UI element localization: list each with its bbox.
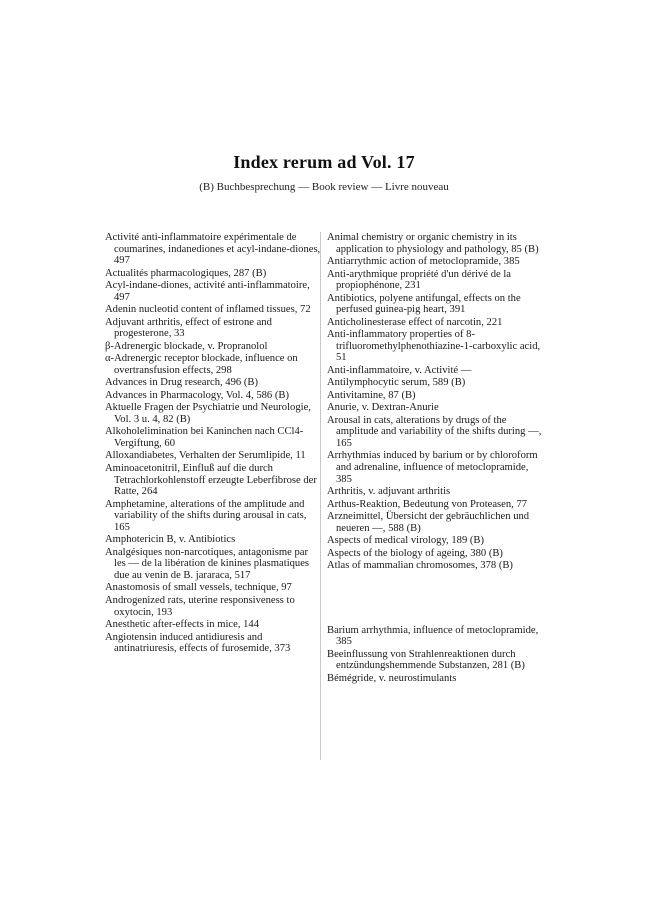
index-entry: Atlas of mammalian chromosomes, 378 (B) bbox=[327, 560, 513, 572]
index-entry: Arousal in cats, alterations by drugs of the amplitude and variability of the shifts during —, 165 bbox=[327, 414, 542, 449]
index-group-b bbox=[327, 625, 543, 685]
index-entry: Alkoholelimination bei Kaninchen nach CCl4-Vergiftung, 60 bbox=[105, 426, 304, 449]
index-entry: Antiarrythmic action of metoclopramide, 385 bbox=[327, 256, 520, 268]
index-entry: Animal chemistry or organic chemistry in its application to physiology and pathology, 85 (B) bbox=[327, 232, 539, 255]
index-entry: Bémégride, v. neurostimulants bbox=[327, 672, 457, 684]
index-entry: Arthus-Reaktion, Bedeutung von Proteasen, 77 bbox=[327, 498, 528, 510]
index-entry: Aspects of medical virology, 189 (B) bbox=[327, 535, 485, 547]
index-entry: Activité anti-inflammatoire expérimentale de coumarines, indanediones et acyl-indane-diones, 497 bbox=[105, 232, 321, 267]
index-entry: Androgenized rats, uterine responsiveness to oxytocin, 193 bbox=[105, 594, 295, 618]
index-entry: Amphotericin B, v. Antibiotics bbox=[105, 534, 236, 546]
index-entry: Antibiotics, polyene antifungal, effects on the perfused guinea-pig heart, 391 bbox=[327, 292, 521, 316]
index-entry: Adjuvant arthritis, effect of estrone and progesterone, 33 bbox=[105, 316, 272, 340]
index-entry: Anticholinesterase effect of narcotin, 221 bbox=[327, 316, 503, 328]
index-entry: Aspects of the biology of ageing, 380 (B) bbox=[327, 547, 503, 559]
index-entry: Anti-arythmique propriété d'un dérivé de la propiophénone, 231 bbox=[327, 268, 511, 292]
index-entry: Beeinflussung von Strahlenreaktionen durch entzündungshemmende Substanzen, 281 (B) bbox=[327, 648, 525, 672]
index-entry: α-Adrenergic receptor blockade, influence on overtransfusion effects, 298 bbox=[105, 353, 298, 376]
index-entry: Actualités pharmacologiques, 287 (B) bbox=[105, 267, 267, 279]
index-entry: Antivitamine, 87 (B) bbox=[327, 389, 416, 401]
index-entry: Analgésiques non-narcotiques, antagonisme par les — de la libération de kinines plasmatiques due au venin de B. jararaca, 517 bbox=[105, 546, 310, 581]
index-entry: Anesthetic after-effects in mice, 144 bbox=[105, 619, 260, 631]
index-entry: Advances in Pharmacology, Vol. 4, 586 (B) bbox=[105, 389, 289, 401]
index-column-right bbox=[327, 232, 543, 685]
index-entry: Anurie, v. Dextran-Anurie bbox=[327, 402, 439, 414]
index-entry: Antilymphocytic serum, 589 (B) bbox=[327, 377, 466, 389]
letter-gap bbox=[327, 573, 543, 625]
page-subtitle: (B) Buchbesprechung — Book review — Livre nouveau bbox=[199, 181, 449, 193]
index-entry: β-Adrenergic blockade, v. Propranolol bbox=[105, 340, 268, 352]
index-entry: Adenin nucleotid content of inflamed tissues, 72 bbox=[105, 304, 311, 316]
index-entry: Angiotensin induced antidiuresis and antinatriuresis, effects of furosemide, 373 bbox=[105, 631, 291, 655]
index-entry: Aktuelle Fragen der Psychiatrie und Neurologie, Vol. 3 u. 4, 82 (B) bbox=[105, 402, 311, 425]
index-group-a bbox=[327, 232, 543, 572]
index-entry: Anti-inflammatory properties of 8-trifluoromethylphenothiazine-1-carboxylic acid, 51 bbox=[327, 329, 541, 364]
index-entry: Alloxandiabetes, Verhalten der Serumlipide, 11 bbox=[105, 450, 306, 462]
index-column-left bbox=[105, 232, 321, 656]
index-entry: Anastomosis of small vessels, technique, 97 bbox=[105, 582, 292, 594]
index-entry: Arzneimittel, Übersicht der gebräuchlichen und neueren —, 588 (B) bbox=[327, 511, 530, 534]
index-entry: Arrhythmias induced by barium or by chloroform and adrenaline, influence of metoclopramide, 385 bbox=[327, 450, 538, 485]
index-entry: Advances in Drug research, 496 (B) bbox=[105, 377, 258, 389]
column-divider bbox=[320, 232, 321, 760]
page-title: Index rerum ad Vol. 17 bbox=[233, 152, 415, 172]
index-entry: Amphetamine, alterations of the amplitude and variability of the shifts during arousal in cats, 165 bbox=[105, 498, 307, 533]
index-entry: Acyl-indane-diones, activité anti-inflammatoire, 497 bbox=[105, 280, 310, 303]
index-entry: Barium arrhythmia, influence of metoclopramide, 385 bbox=[327, 624, 539, 648]
index-entry: Arthritis, v. adjuvant arthritis bbox=[327, 486, 451, 498]
index-entry: Aminoacetonitril, Einfluß auf die durch Tetrachlorkohlenstoff erzeugte Leberfibrose der Ratte, 264 bbox=[105, 462, 317, 498]
index-entry: Anti-inflammatoire, v. Activité — bbox=[327, 364, 472, 376]
